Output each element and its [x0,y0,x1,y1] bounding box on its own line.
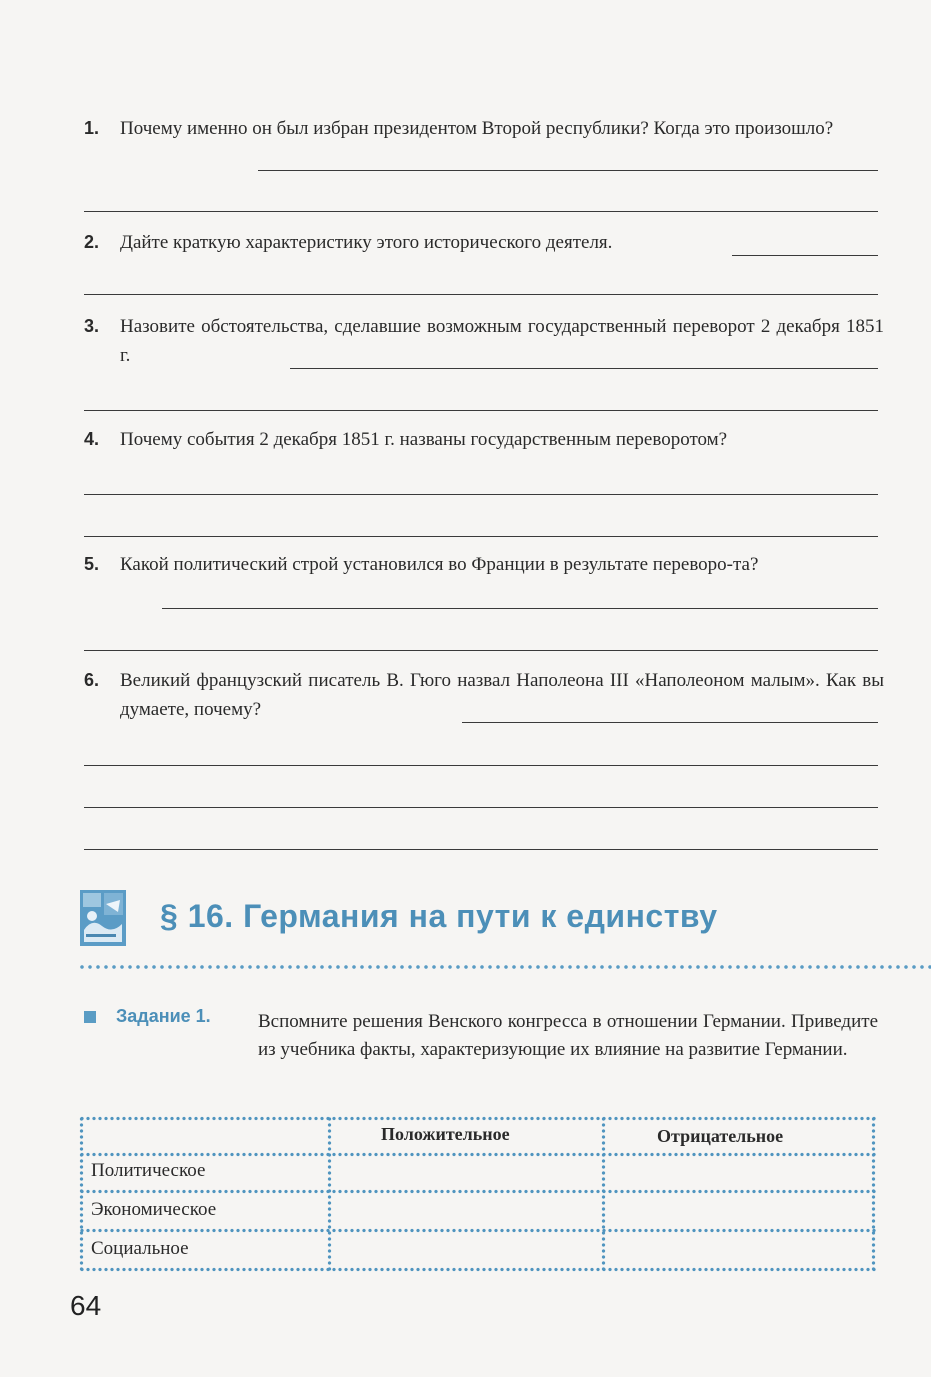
section-picture-icon [80,890,126,946]
table-answer-cell[interactable] [333,1158,597,1188]
section-title: § 16. Германия на пути к единству [160,898,718,934]
answer-line[interactable] [84,294,878,295]
question-text: Какой политический строй установился во Франции в результате переворо-та? [120,554,759,575]
question-4 [84,425,884,455]
table-answer-cell[interactable] [333,1234,597,1266]
question-2 [84,228,884,258]
table-answer-cell[interactable] [607,1195,869,1227]
table-border [79,1189,876,1194]
answer-line[interactable] [84,849,878,850]
table-header-negative: Отрицательное [657,1126,784,1146]
answer-line[interactable] [162,608,878,609]
answer-line[interactable] [258,170,878,171]
answer-line[interactable] [84,211,878,212]
answer-line[interactable] [84,650,878,651]
table-header-positive: Положительное [381,1124,510,1144]
table-answer-cell[interactable] [607,1158,869,1188]
task-label: Задание 1. [116,1006,211,1026]
question-number: 5. [84,554,100,574]
answer-line[interactable] [462,722,878,723]
question-1 [84,114,884,174]
table-border [79,1228,876,1233]
table-row-economic: Экономическое [91,1199,217,1220]
task-bullet-icon [84,1011,96,1023]
question-number: 1. [84,118,100,138]
table-border [79,1152,876,1157]
answer-line[interactable] [84,536,878,537]
table-answer-cell[interactable] [607,1234,869,1266]
dotted-divider [78,964,931,970]
table-row-social: Социальное [91,1238,189,1259]
answer-line[interactable] [732,255,878,256]
table-border [79,1116,84,1272]
question-number: 3. [84,316,100,336]
question-text: Почему события 2 декабря 1851 г. названы государственным переворотом? [120,429,728,450]
analysis-table [79,1116,876,1272]
question-3 [84,312,884,372]
question-text: Дайте краткую характеристику этого исторического деятеля. [120,232,613,253]
answer-line[interactable] [84,494,878,495]
question-text: Почему именно он был избран президентом Второй республики? Когда это произошло? [120,118,834,139]
question-number: 4. [84,429,100,449]
question-number: 2. [84,232,100,252]
answer-line[interactable] [84,765,878,766]
table-answer-cell[interactable] [333,1195,597,1227]
table-border [601,1116,606,1272]
answer-line[interactable] [290,368,878,369]
question-6 [84,666,884,726]
page-number: 64 [70,1290,102,1321]
table-row-political: Политическое [91,1160,206,1181]
question-5 [84,550,884,610]
answer-line[interactable] [84,807,878,808]
table-border [871,1116,876,1272]
task-text: Вспомните решения Венского конгресса в отношении Германии. Приведите из учебника факты, характеризующие их влияние на развитие Германии. [258,1011,878,1060]
table-border [79,1116,876,1121]
question-text: Назовите обстоятельства, сделавшие возможным государственный переворот 2 декабря 1851 г. [120,316,884,366]
answer-line[interactable] [84,410,878,411]
question-text: Великий французский писатель В. Гюго назвал Наполеона III «Наполеоном малым». Как вы думаете, почему? [120,670,884,720]
table-border [79,1267,876,1272]
question-number: 6. [84,670,100,690]
table-border [327,1116,332,1272]
